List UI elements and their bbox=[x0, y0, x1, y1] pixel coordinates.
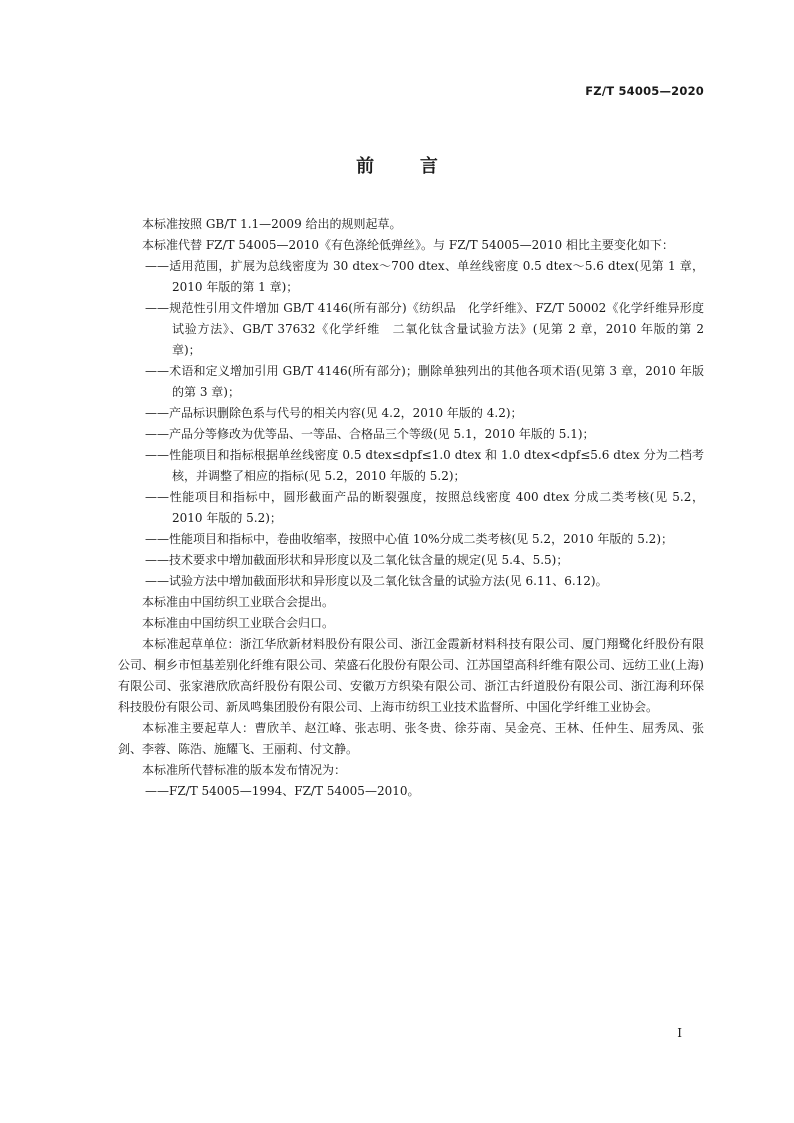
change-item: ——试验方法中增加截面形状和异形度以及二氧化钛含量的试验方法(见 6.11、6.12)。 bbox=[145, 574, 608, 588]
paragraph-proposed-by: 本标准由中国纺织工业联合会提出。 bbox=[142, 595, 335, 609]
paragraph-history-intro: 本标准所代替标准的版本发布情况为： bbox=[142, 763, 347, 777]
page-number: I bbox=[677, 1026, 682, 1040]
change-item: ——产品分等修改为优等品、一等品、合格品三个等级(见 5.1，2010 年版的 5.1)； bbox=[145, 427, 595, 441]
change-item: ——性能项目和指标中，圆形截面产品的断裂强度，按照总线密度 400 dtex 分成二类考核(见 5.2，2010 年版的 5.2)； bbox=[145, 490, 704, 525]
change-item: ——术语和定义增加引用 GB/T 4146(所有部分)；删除单独列出的其他各项术语(见第 3 章，2010 年版的第 3 章)； bbox=[145, 364, 704, 399]
paragraph-replaces: 本标准代替 FZ/T 54005—2010《有色涤纶低弹丝》。与 FZ/T 54005—2010 相比主要变化如下： bbox=[142, 238, 674, 252]
standard-code: FZ/T 54005—2020 bbox=[585, 84, 704, 98]
change-item: ——规范性引用文件增加 GB/T 4146(所有部分)《纺织品 化学纤维》、FZ/T 50002《化学纤维异形度试验方法》、GB/T 37632《化学纤维 二氧化钛含量试验方法》(见第 2 章，2010 年版的第 2 章)； bbox=[145, 301, 704, 357]
paragraph-drafting-rules: 本标准按照 GB/T 1.1—2009 给出的规则起草。 bbox=[142, 217, 402, 231]
paragraph-centralized-by: 本标准由中国纺织工业联合会归口。 bbox=[142, 616, 335, 630]
change-item: ——性能项目和指标中，卷曲收缩率，按照中心值 10%分成二类考核(见 5.2，2010 年版的 5.2)； bbox=[145, 532, 674, 546]
change-item: ——性能项目和指标根据单丝线密度 0.5 dtex≤dpf≤1.0 dtex 和 1.0 dtex<dpf≤5.6 dtex 分为二档考核，并调整了相应的指标(见 5.2，2010 年版的 5.2)； bbox=[145, 448, 704, 483]
change-item: ——技术要求中增加截面形状和异形度以及二氧化钛含量的规定(见 5.4、5.5)； bbox=[145, 553, 569, 567]
paragraph-drafters: 本标准主要起草人：曹欣羊、赵江峰、张志明、张冬贵、徐芬南、吴金亮、王林、任仲生、屈秀凤、张剑、李蓉、陈浩、施耀飞、王丽莉、付文静。 bbox=[118, 721, 704, 756]
changes-list bbox=[118, 256, 704, 592]
paragraph-history-versions: ——FZ/T 54005—1994、FZ/T 54005—2010。 bbox=[145, 784, 420, 798]
page-title: 前 言 bbox=[356, 156, 438, 177]
change-item: ——产品标识删除色系与代号的相关内容(见 4.2，2010 年版的 4.2)； bbox=[145, 406, 523, 420]
paragraph-drafting-units: 本标准起草单位：浙江华欣新材料股份有限公司、浙江金霞新材料科技有限公司、厦门翔鹭化纤股份有限公司、桐乡市恒基差别化纤维有限公司、荣盛石化股份有限公司、江苏国望高科纤维有限公司、远纺工业(上海)有限公司、张家港欣欣高纤股份有限公司、安徽万方织染有限公司、浙江古纤道股份有限公司、浙江海利环保科技股份有限公司、新凤鸣集团股份有限公司、上海市纺织工业技术监督所、中国化学纤维工业协会。 bbox=[118, 637, 704, 714]
change-item: ——适用范围，扩展为总线密度为 30 dtex～700 dtex、单丝线密度 0.5 dtex～5.6 dtex(见第 1 章，2010 年版的第 1 章)； bbox=[145, 259, 704, 294]
foreword-body bbox=[118, 214, 704, 802]
